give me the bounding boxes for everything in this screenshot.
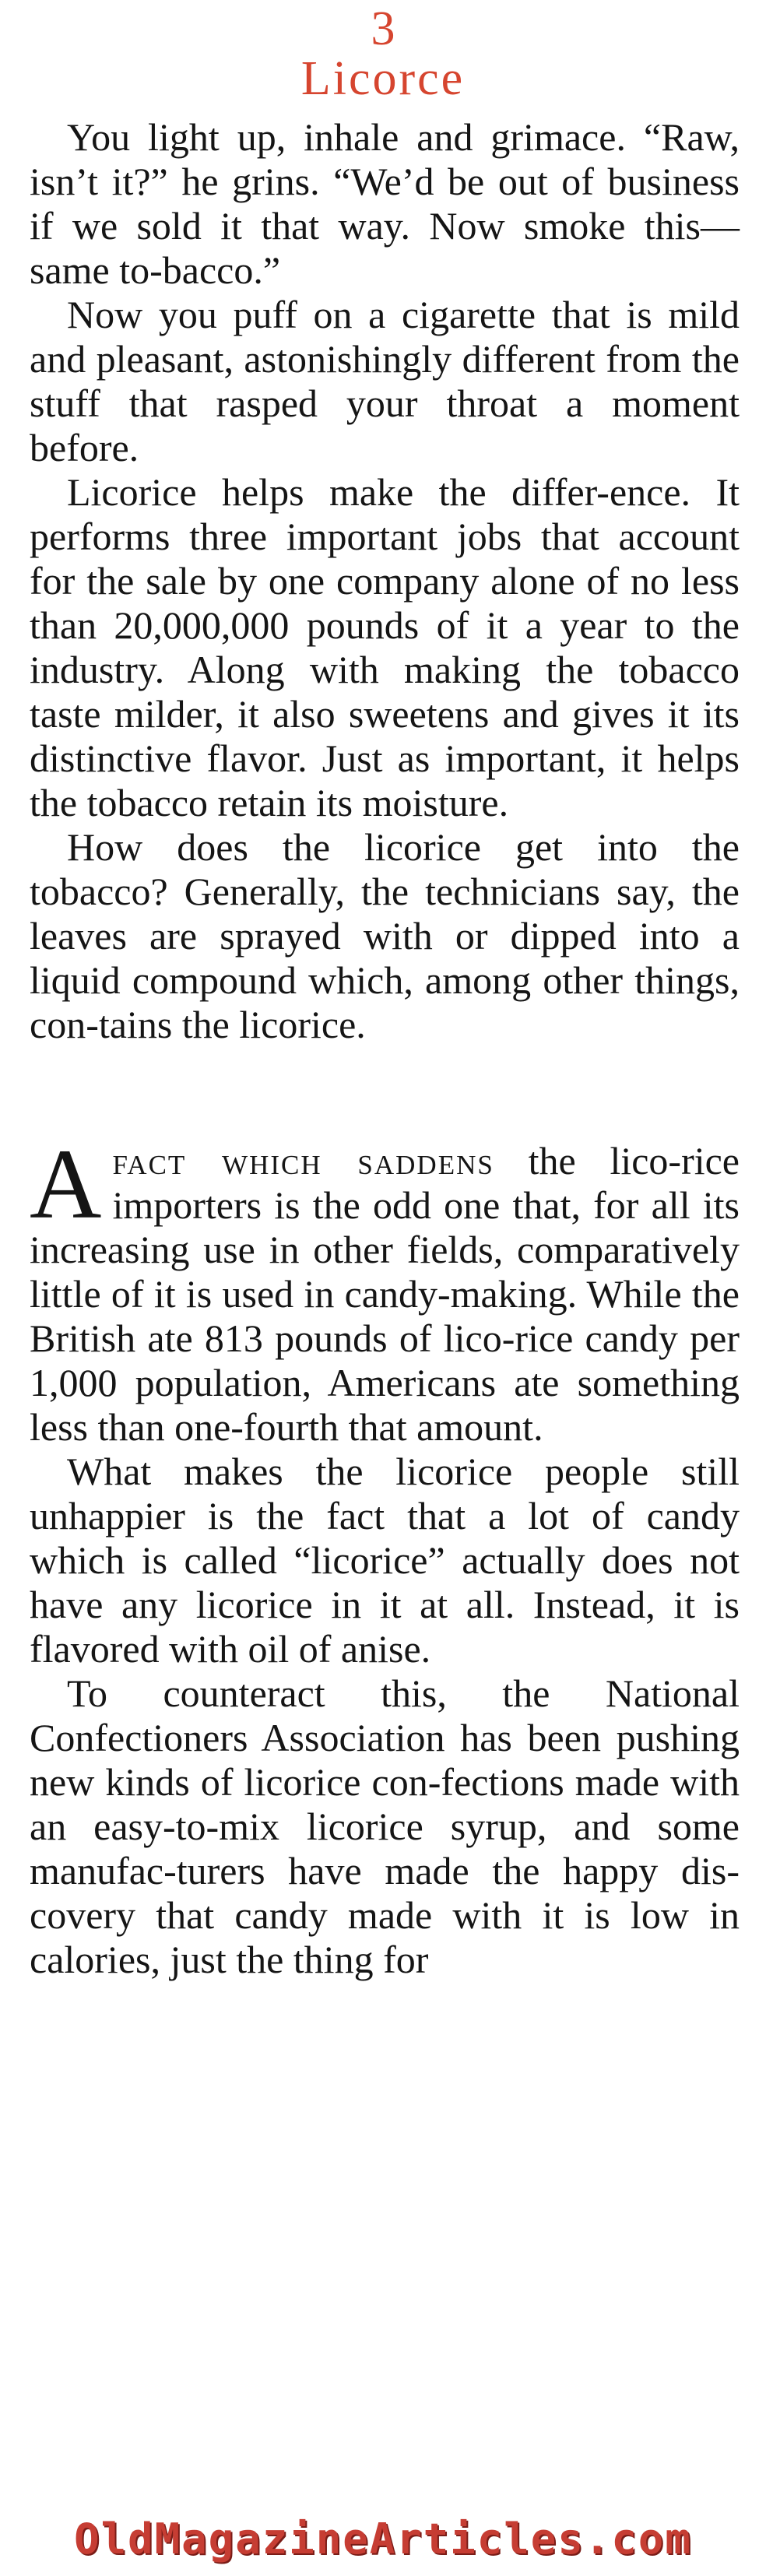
lead-paragraph-text: the lico-rice importers is the odd one that, for all its increasing use in other fields, comparatively little of it is used in candy-making. While the British ate 813 pounds of lico-rice candy per 1,000 population, Americans ate something less than one-fourth that amount. xyxy=(30,1139,740,1449)
page-title: Licorce xyxy=(300,52,466,105)
paragraph-2: Now you puff on a cigarette that is mild and pleasant, astonishingly different from the stuff that rasped your throat a moment before. xyxy=(30,293,740,469)
section-lead-paragraph xyxy=(30,1129,740,1450)
paragraph-4: How does the licorice get into the tobacco? Generally, the technicians say, the leaves are sprayed with or dipped into a liquid compound which, among other things, con-tains the licorice. xyxy=(30,825,740,1046)
paragraph-6: What makes the licorice people still unhappier is the fact that a lot of candy which is called “licorice” actually does not have any licorice in it at all. Instead, it is flavored with oil of anise. xyxy=(30,1450,740,1671)
article-body xyxy=(30,115,740,1982)
site-watermark: OldMagazineArticles.com xyxy=(74,2514,692,2564)
paragraph-7: To counteract this, the National Confectioners Association has been pushing new kinds of licorice con-fections made with an easy-to-mix licorice syrup, and some manufac-turers have made the happy dis-covery that candy made with it is low in calories, just the thing for xyxy=(30,1671,740,1981)
lead-in-small-caps: fact which saddens xyxy=(112,1139,494,1183)
page-number: 3 xyxy=(371,2,395,55)
drop-cap: A xyxy=(30,1129,102,1239)
paragraph-1: You light up, inhale and grimace. “Raw, isn’t it?” he grins. “We’d be out of business if we sold it that way. Now smoke this—same to-bacco.” xyxy=(30,115,740,292)
section-break xyxy=(30,1047,740,1139)
paragraph-3: Licorice helps make the differ-ence. It performs three important jobs that account for the sale by one company alone of no less than 20,000,000 pounds of it a year to the industry. Along with making the tobacco taste milder, it also sweetens and gives it its distinctive flavor. Just as important, it helps the tobacco retain its moisture. xyxy=(30,470,740,824)
